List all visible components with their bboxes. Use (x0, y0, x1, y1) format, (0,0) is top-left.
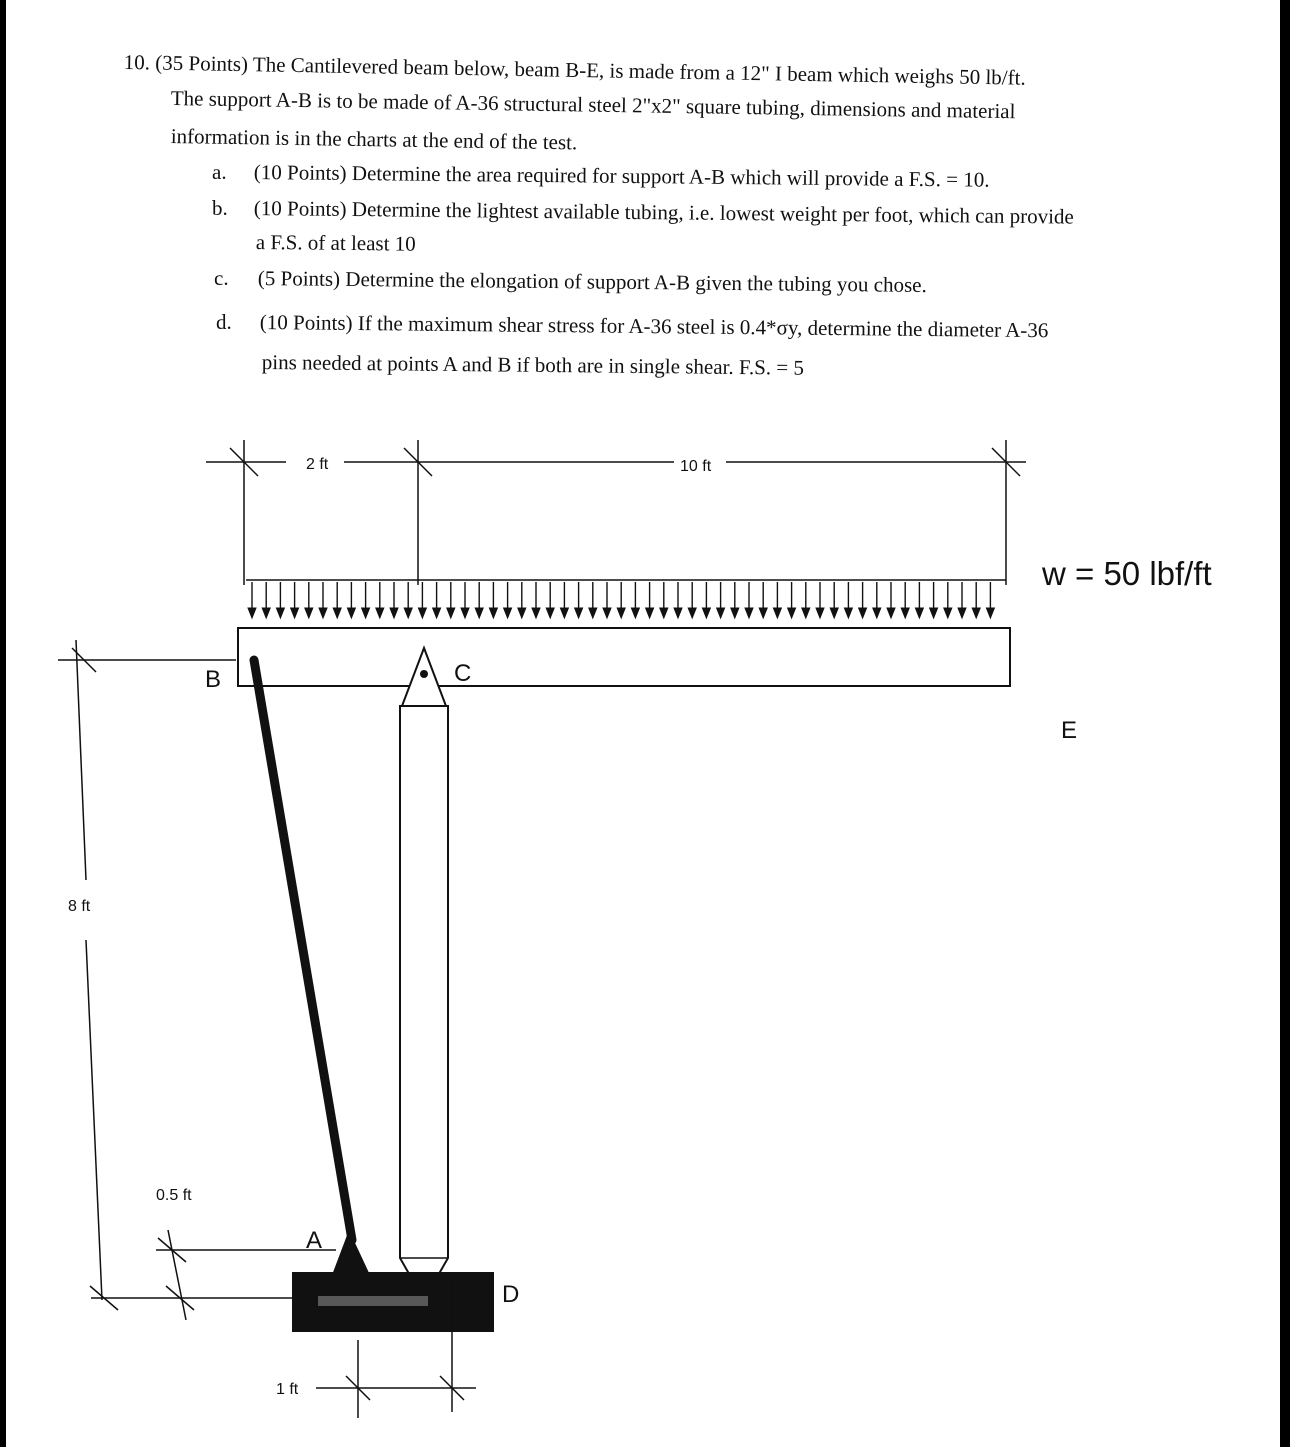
load-arrow-head (631, 608, 639, 618)
load-arrow-head (958, 608, 966, 618)
load-arrow-head (873, 608, 881, 618)
label-e: E (1061, 717, 1078, 744)
support-a-b (254, 660, 352, 1240)
load-arrow-head (688, 608, 696, 618)
load-arrow-head (788, 608, 796, 618)
part-c-letter: c. (214, 266, 229, 290)
load-arrow-head (986, 608, 994, 618)
load-arrow-head (489, 608, 497, 618)
load-arrow-head (276, 608, 284, 618)
pin-a-bracket (332, 1230, 370, 1275)
load-arrow-head (333, 608, 341, 618)
problem-line-2: The support A-B is to be made of A-36 structural steel 2"x2" square tubing, dimensions and material (170, 86, 1016, 124)
part-c-text: (5 Points) Determine the elongation of support A-B given the tubing you chose. (257, 266, 927, 298)
part-d-letter: d. (216, 310, 232, 334)
load-arrow-head (603, 608, 611, 618)
load-arrow-head (972, 608, 980, 618)
load-arrow-head (262, 608, 270, 618)
load-arrow-head (646, 608, 654, 618)
beam-diagram (6, 0, 1280, 1447)
load-arrow-head (504, 608, 512, 618)
problem-points: (35 Points) (155, 50, 249, 77)
load-arrow-head (248, 608, 256, 618)
left-dimension-lines (58, 640, 336, 1320)
load-arrow-head (844, 608, 852, 618)
load-arrow-head (319, 608, 327, 618)
dim-8ft-label: 8 ft (68, 898, 91, 915)
part-d-text-2: pins needed at points A and B if both are in single shear. F.S. = 5 (261, 350, 805, 380)
dim-0-5ft-label: 0.5 ft (156, 1187, 192, 1204)
load-arrow-head (617, 608, 625, 618)
dim-10ft-label: 10 ft (680, 458, 712, 475)
load-arrow-head (305, 608, 313, 618)
load-arrow-head (660, 608, 668, 618)
load-arrow-head (518, 608, 526, 618)
load-arrow-head (802, 608, 810, 618)
load-arrow-head (546, 608, 554, 618)
load-arrow-head (731, 608, 739, 618)
load-arrow-head (702, 608, 710, 618)
load-arrow-head (773, 608, 781, 618)
load-arrow-head (717, 608, 725, 618)
load-arrow-head (418, 608, 426, 618)
load-arrow-head (433, 608, 441, 618)
label-b: B (205, 666, 222, 693)
dim-2ft-label: 2 ft (306, 456, 329, 473)
load-arrow-head (291, 608, 299, 618)
label-d: D (502, 1281, 520, 1308)
problem-line-3: information is in the charts at the end of the test. (170, 124, 578, 155)
distributed-load (246, 580, 1006, 618)
load-label: w = 50 lbf/ft (1042, 555, 1212, 592)
load-arrow-head (887, 608, 895, 618)
part-a-text: (10 Points) Determine the area required for support A-B which will provide a F.S. = 10. (253, 160, 990, 192)
part-b-letter: b. (212, 196, 228, 220)
load-arrow-head (347, 608, 355, 618)
load-arrow-head (830, 608, 838, 618)
load-arrow-head (447, 608, 455, 618)
load-arrow-head (475, 608, 483, 618)
load-arrow-head (404, 608, 412, 618)
problem-number: 10. (123, 50, 151, 75)
load-arrow-head (674, 608, 682, 618)
load-arrow-head (816, 608, 824, 618)
dim-1ft-label: 1 ft (276, 1381, 299, 1398)
problem-line-1: The Cantilevered beam below, beam B-E, is made from a 12" I beam which weighs 50 lb/ft. (252, 52, 1026, 90)
load-arrow-head (376, 608, 384, 618)
load-arrow-head (589, 608, 597, 618)
load-arrow-head (901, 608, 909, 618)
pin-c (420, 670, 428, 678)
part-d-text: (10 Points) If the maximum shear stress for A-36 steel is 0.4*σy, determine the diameter A-36 (259, 310, 1049, 343)
load-arrow-head (575, 608, 583, 618)
load-arrow-head (745, 608, 753, 618)
load-arrow-head (944, 608, 952, 618)
document-page (6, 0, 1280, 1447)
load-arrow-head (859, 608, 867, 618)
beam-b-e (238, 628, 1010, 686)
label-c: C (454, 660, 472, 687)
load-arrow-head (930, 608, 938, 618)
part-a-letter: a. (212, 160, 227, 184)
load-arrow-head (362, 608, 370, 618)
part-b-text: (10 Points) Determine the lightest available tubing, i.e. lowest weight per foot, which can provide (253, 196, 1074, 229)
label-a: A (306, 1227, 323, 1254)
strut-c-d (400, 706, 448, 1300)
load-arrow-head (915, 608, 923, 618)
load-arrow-head (390, 608, 398, 618)
load-arrow-head (759, 608, 767, 618)
load-arrow-head (560, 608, 568, 618)
load-arrow-head (461, 608, 469, 618)
load-arrow-head (532, 608, 540, 618)
part-b-text-2: a F.S. of at least 10 (255, 230, 416, 256)
top-dimension-lines (206, 440, 1026, 585)
